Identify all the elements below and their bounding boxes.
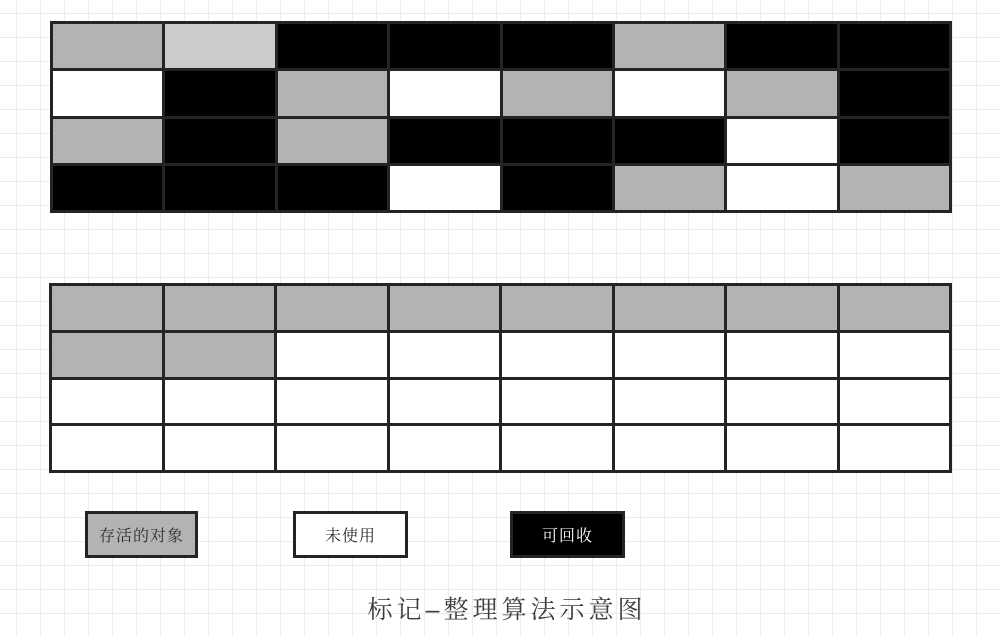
legend-live-objects-label: 存活的对象: [98, 528, 184, 545]
memory-cell-free: [502, 426, 612, 470]
memory-cell-garbage: [278, 166, 387, 210]
memory-cell-free: [390, 166, 499, 210]
memory-cell-live: [615, 166, 724, 210]
memory-cell-live: [503, 71, 612, 115]
memory-cell-garbage: [53, 166, 162, 210]
memory-cell-free: [53, 71, 162, 115]
memory-cell-free: [390, 426, 500, 470]
memory-cell-free: [840, 426, 950, 470]
memory-cell-garbage: [390, 119, 499, 163]
memory-cell-live: [52, 333, 162, 377]
memory-cell-free: [277, 380, 387, 424]
memory-cell-free: [840, 380, 950, 424]
memory-cell-live-light: [165, 24, 274, 68]
memory-cell-live: [615, 24, 724, 68]
memory-cell-live: [502, 286, 612, 330]
memory-cell-live: [615, 286, 725, 330]
heap-after-compaction-grid: [49, 283, 952, 473]
memory-cell-garbage: [840, 24, 949, 68]
memory-cell-free: [502, 333, 612, 377]
memory-cell-live: [53, 119, 162, 163]
legend-unused-label: 未使用: [324, 528, 376, 545]
memory-cell-live: [278, 71, 387, 115]
memory-cell-live: [165, 333, 275, 377]
heap-before-compaction-grid: [50, 21, 952, 213]
memory-cell-free: [727, 333, 837, 377]
memory-cell-garbage: [165, 119, 274, 163]
memory-cell-garbage: [390, 24, 499, 68]
memory-cell-live: [52, 286, 162, 330]
memory-cell-garbage: [165, 71, 274, 115]
memory-cell-garbage: [615, 119, 724, 163]
memory-cell-garbage: [503, 119, 612, 163]
legend-recyclable: [510, 511, 625, 558]
memory-cell-garbage: [840, 71, 949, 115]
memory-cell-garbage: [727, 24, 836, 68]
memory-cell-free: [615, 426, 725, 470]
legend-live-objects: [85, 511, 198, 558]
memory-cell-free: [615, 71, 724, 115]
memory-cell-free: [165, 426, 275, 470]
memory-cell-free: [165, 380, 275, 424]
memory-cell-free: [727, 426, 837, 470]
legend-unused: [293, 511, 408, 558]
memory-cell-live: [53, 24, 162, 68]
memory-cell-live: [278, 119, 387, 163]
memory-cell-free: [390, 333, 500, 377]
memory-cell-free: [840, 333, 950, 377]
memory-cell-garbage: [503, 166, 612, 210]
memory-cell-garbage: [503, 24, 612, 68]
memory-cell-free: [277, 426, 387, 470]
memory-cell-garbage: [278, 24, 387, 68]
legend-recyclable-label: 可回收: [541, 528, 593, 545]
memory-cell-live: [727, 71, 836, 115]
memory-cell-free: [277, 333, 387, 377]
memory-cell-live: [840, 286, 950, 330]
memory-cell-garbage: [165, 166, 274, 210]
memory-cell-free: [727, 119, 836, 163]
memory-cell-free: [52, 426, 162, 470]
memory-cell-free: [52, 380, 162, 424]
memory-cell-free: [615, 380, 725, 424]
memory-cell-live: [390, 286, 500, 330]
memory-cell-free: [390, 71, 499, 115]
diagram-title: 标记–整理算法示意图: [367, 596, 647, 624]
memory-cell-live: [277, 286, 387, 330]
memory-cell-free: [502, 380, 612, 424]
memory-cell-free: [390, 380, 500, 424]
memory-cell-free: [727, 380, 837, 424]
memory-cell-live: [727, 286, 837, 330]
memory-cell-live: [840, 166, 949, 210]
memory-cell-free: [727, 166, 836, 210]
memory-cell-garbage: [840, 119, 949, 163]
memory-cell-free: [615, 333, 725, 377]
memory-cell-live: [165, 286, 275, 330]
